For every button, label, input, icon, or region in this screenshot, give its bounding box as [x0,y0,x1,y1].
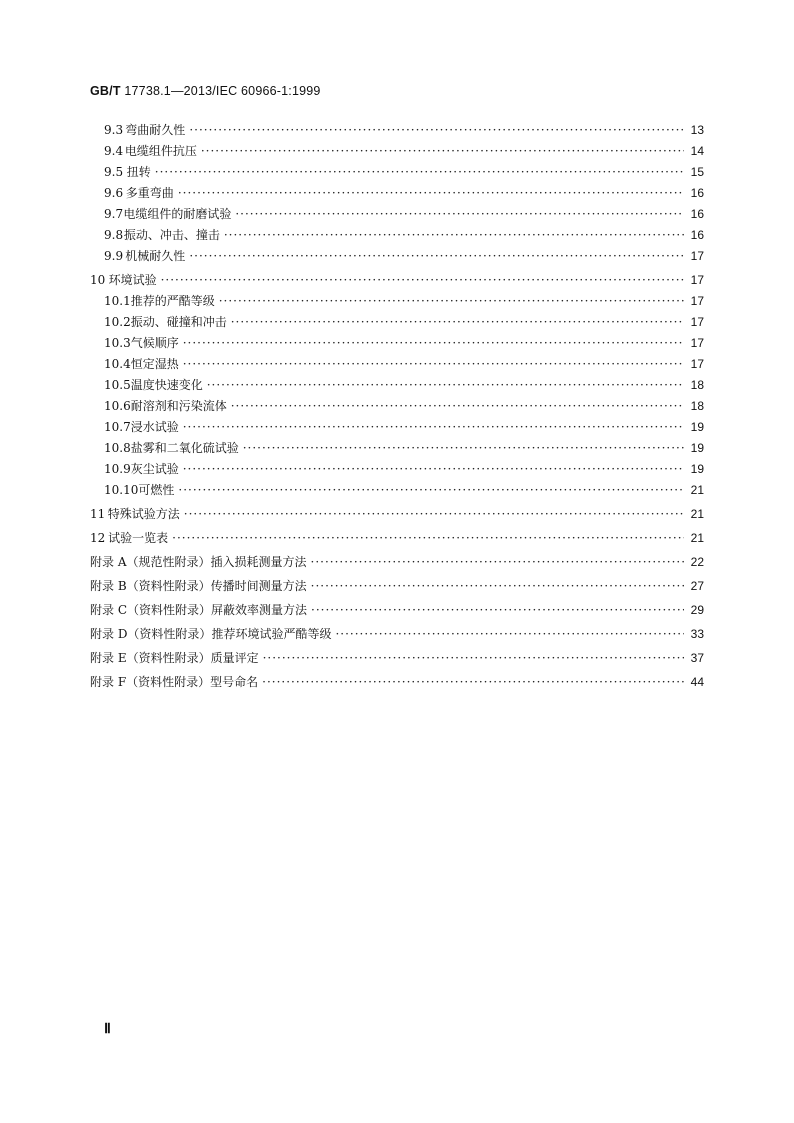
toc-entry-title: 环境试验 [108,273,157,287]
toc-entry-10-9[interactable] [104,461,704,477]
toc-entry-number: 附录 B（资料性附录） [90,579,211,593]
dot-leader [235,206,684,222]
dot-leader [243,440,684,456]
dot-leader [183,356,684,372]
toc-entry-page: 16 [690,207,704,221]
toc-entry-annex-f[interactable] [90,674,704,690]
toc-entry-page: 17 [690,315,704,329]
toc-entry-10-2[interactable] [104,314,704,330]
toc-entry-title: 电缆组件抗压 [124,144,197,158]
toc-entry-annex-d[interactable] [90,626,704,642]
dot-leader [231,314,684,330]
toc-entry-title: 屏蔽效率测量方法 [211,603,308,617]
dot-leader [178,185,684,201]
toc-entry-page: 17 [690,357,704,371]
toc-entry-10-3[interactable] [104,335,704,351]
toc-entry-page: 33 [690,627,704,641]
toc-entry-9-6[interactable] [104,185,704,201]
toc-entry-number: 10.9 [104,462,131,476]
toc-entry-page: 13 [690,123,704,137]
toc-entry-9-9[interactable] [104,248,704,264]
toc-entry-9-7[interactable] [104,206,704,222]
toc-entry-number: 10.5 [104,378,131,392]
toc-entry-number: 9.6 [104,186,124,200]
toc-entry-number: 10 [90,273,106,287]
dot-leader [231,398,684,414]
dot-leader [172,530,684,546]
toc-entry-page: 27 [690,579,704,593]
toc-entry-number: 12 [90,531,106,545]
toc-entry-10[interactable] [90,272,704,288]
toc-entry-annex-a[interactable] [90,554,704,570]
standard-code-rest: 17738.1—2013/IEC 60966-1:1999 [124,84,321,98]
toc-entry-title: 质量评定 [210,651,259,665]
toc-entry-page: 16 [690,186,704,200]
toc-entry-page: 14 [690,144,704,158]
dot-leader [207,377,684,393]
toc-entry-12[interactable] [90,530,704,546]
toc-entry-9-4[interactable] [104,143,704,159]
toc-entry-title: 试验一览表 [108,531,169,545]
toc-entry-9-3[interactable] [104,122,704,138]
toc-entry-annex-c[interactable] [90,602,704,618]
toc-entry-title: 盐雾和二氧化硫试验 [130,441,239,455]
toc-entry-title: 多重弯曲 [125,186,174,200]
toc-entry-number: 9.5 [104,165,124,179]
toc-entry-page: 19 [690,462,704,476]
toc-entry-number: 10.10 [104,483,139,497]
toc-entry-10-10[interactable] [104,482,704,498]
dot-leader [262,674,684,690]
toc-entry-10-7[interactable] [104,419,704,435]
toc-entry-page: 17 [690,294,704,308]
toc-entry-number: 10.2 [104,315,131,329]
toc-entry-number: 10.1 [104,294,131,308]
toc-entry-page: 15 [690,165,704,179]
dot-leader [311,602,684,618]
toc-entry-page: 21 [690,483,704,497]
dot-leader [219,293,684,309]
toc-entry-number: 9.9 [104,249,124,263]
toc-entry-page: 18 [690,399,704,413]
toc-entry-number: 10.4 [104,357,131,371]
dot-leader [189,122,684,138]
toc-entry-page: 17 [690,249,704,263]
dot-leader [155,164,684,180]
toc-entry-title: 扭转 [126,165,151,179]
toc-entry-page: 19 [690,441,704,455]
dot-leader [178,482,684,498]
dot-leader [189,248,684,264]
document-header [90,84,321,98]
toc-entry-title: 恒定湿热 [130,357,179,371]
dot-leader [311,578,684,594]
dot-leader [161,272,684,288]
toc-entry-10-4[interactable] [104,356,704,372]
toc-entry-10-6[interactable] [104,398,704,414]
toc-entry-page: 21 [690,507,704,521]
toc-entry-title: 特殊试验方法 [107,507,180,521]
dot-leader [183,419,684,435]
toc-entry-page: 18 [690,378,704,392]
toc-entry-title: 电缆组件的耐磨试验 [123,207,232,221]
toc-entry-number: 附录 A（规范性附录） [90,555,211,569]
toc-entry-number: 9.7 [104,207,124,221]
toc-entry-annex-e[interactable] [90,650,704,666]
toc-entry-title: 温度快速变化 [130,378,203,392]
toc-entry-number: 附录 C（资料性附录） [90,603,211,617]
toc-entry-number: 附录 E（资料性附录） [90,651,211,665]
toc-entry-page: 29 [690,603,704,617]
toc-entry-title: 浸水试验 [130,420,179,434]
toc-entry-title: 推荐环境试验严酷等级 [211,627,332,641]
toc-entry-number: 9.8 [104,228,124,242]
toc-entry-title: 耐溶剂和污染流体 [130,399,227,413]
toc-entry-number: 10.3 [104,336,131,350]
dot-leader [263,650,684,666]
toc-entry-number: 附录 D（资料性附录） [90,627,212,641]
toc-entry-page: 37 [690,651,704,665]
toc-entry-title: 插入损耗测量方法 [210,555,307,569]
toc-entry-annex-b[interactable] [90,578,704,594]
standard-code-bold: GB/T [90,84,121,98]
toc-entry-title: 灰尘试验 [130,462,179,476]
toc-entry-title: 型号命名 [210,675,259,689]
toc-entry-title: 气候顺序 [130,336,179,350]
page-number-footer: Ⅱ [104,1022,111,1037]
toc-entry-page: 17 [690,336,704,350]
toc-entry-11[interactable] [90,506,704,522]
toc-entry-title: 可燃性 [138,483,175,497]
toc-entry-title: 传播时间测量方法 [210,579,307,593]
dot-leader [311,554,685,570]
toc-entry-10-1[interactable] [104,293,704,309]
toc-entry-number: 10.8 [104,441,131,455]
dot-leader [224,227,684,243]
toc-entry-9-8[interactable] [104,227,704,243]
toc-entry-title: 弯曲耐久性 [125,123,186,137]
dot-leader [184,506,684,522]
toc-entry-10-5[interactable] [104,377,704,393]
toc-entry-10-8[interactable] [104,440,704,456]
toc-entry-9-5[interactable] [104,164,704,180]
toc-entry-page: 44 [690,675,704,689]
toc-entry-page: 16 [690,228,704,242]
toc-entry-title: 机械耐久性 [125,249,186,263]
toc-entry-title: 推荐的严酷等级 [130,294,215,308]
toc-entry-page: 22 [690,555,704,569]
dot-leader [201,143,684,159]
toc-entry-number: 10.7 [104,420,131,434]
toc-entry-number: 附录 F（资料性附录） [90,675,211,689]
dot-leader [183,335,684,351]
dot-leader [183,461,684,477]
toc-entry-number: 11 [90,507,106,521]
toc-entry-number: 9.3 [104,123,124,137]
toc-entry-page: 19 [690,420,704,434]
toc-entry-title: 振动、碰撞和冲击 [130,315,227,329]
dot-leader [335,626,684,642]
toc-entry-number: 9.4 [104,144,124,158]
toc-entry-page: 17 [690,273,704,287]
toc-entry-number: 10.6 [104,399,131,413]
toc-entry-title: 振动、冲击、撞击 [123,228,220,242]
toc-entry-page: 21 [690,531,704,545]
